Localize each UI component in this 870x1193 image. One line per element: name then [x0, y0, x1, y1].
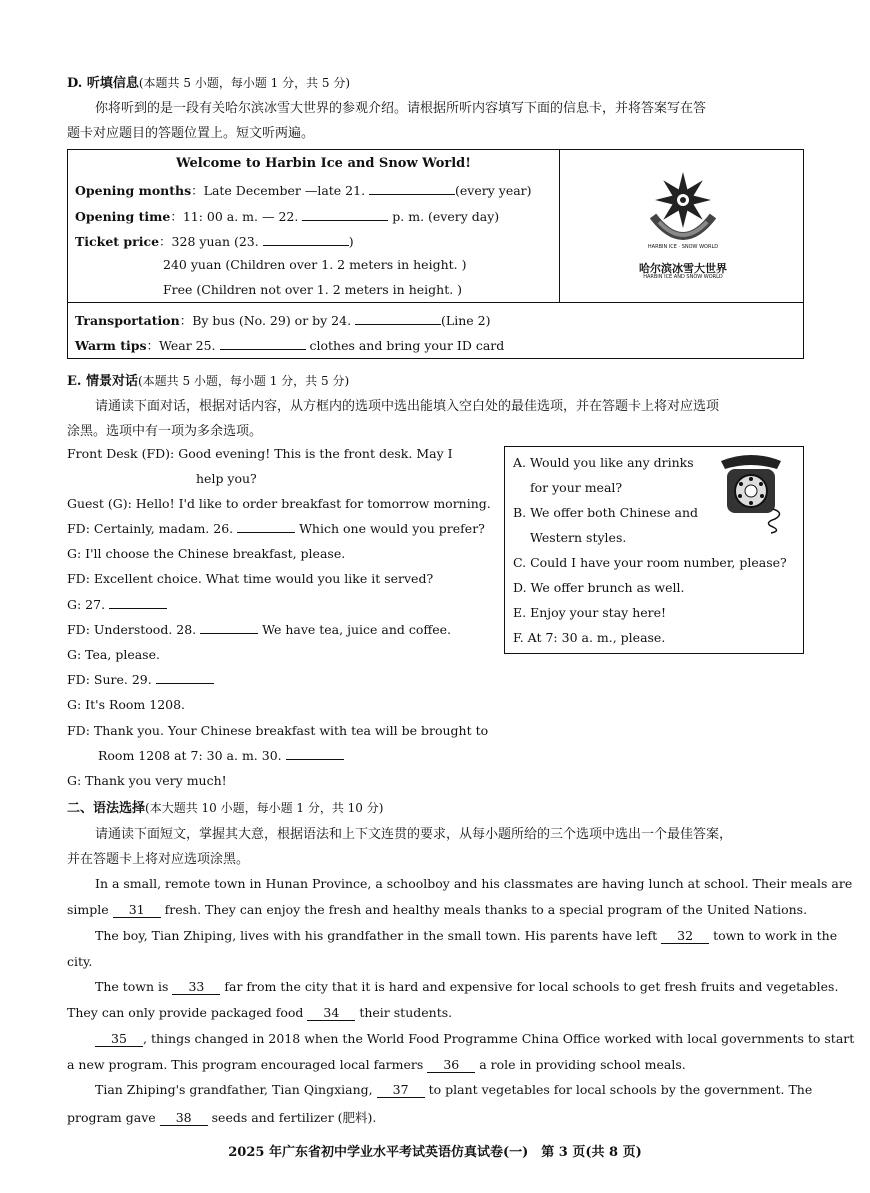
blank-31[interactable]: 31: [113, 903, 161, 918]
options-box: [504, 446, 804, 654]
blank-27[interactable]: [109, 597, 167, 609]
dialogue-line: FD: Certainly, madam. 26. Which one would you prefer?: [67, 521, 485, 536]
blank-26[interactable]: [237, 521, 295, 533]
blank-25[interactable]: [220, 338, 306, 350]
opening-months-row: Opening months：Late December —late 21. (every year): [75, 183, 532, 198]
telephone-icon: [715, 451, 787, 535]
blank-32[interactable]: 32: [661, 929, 709, 944]
section-d-heading: D. 听填信息(本题共 5 小题，每小题 1 分，共 5 分): [67, 76, 351, 91]
warm-tips-row: Warm tips：Wear 25. clothes and bring your ID card: [75, 338, 505, 353]
blank-28[interactable]: [200, 622, 258, 634]
snowflake-logo-icon: [623, 168, 743, 268]
blank-36[interactable]: 36: [427, 1058, 475, 1073]
option-e: E. Enjoy your stay here!: [513, 605, 667, 620]
dialogue-line: G: Tea, please.: [67, 647, 160, 662]
ticket-price-free: Free (Children not over 1. 2 meters in height. ): [163, 282, 463, 297]
blank-24[interactable]: [355, 313, 441, 325]
section-d-instructions-line2: 题卡对应题目的答题位置上。短文听两遍。: [67, 126, 315, 141]
dialogue-line: G: Thank you very much!: [67, 773, 227, 788]
card-title: Welcome to Harbin Ice and Snow World!: [176, 156, 471, 171]
info-card: [67, 149, 804, 359]
option-d: D. We offer brunch as well.: [513, 580, 685, 595]
dialogue-line: Front Desk (FD): Good evening! This is the front desk. May I: [67, 446, 453, 461]
passage-line: simple 31 fresh. They can enjoy the fresh and healthy meals thanks to a special program of the United Nations.: [67, 902, 808, 917]
section-ii-instructions-line1: 请通读下面短文，掌握其大意，根据语法和上下文连贯的要求，从每小题所给的三个选项中选出一个最佳答案，: [95, 827, 733, 842]
passage-line: a new program. This program encouraged local farmers 36 a role in providing school meals.: [67, 1057, 686, 1072]
dialogue-line: Guest (G): Hello! I'd like to order breakfast for tomorrow morning.: [67, 496, 491, 511]
passage-line: The town is 33 far from the city that it is hard and expensive for local schools to get fresh fruits and vegetables.: [95, 979, 839, 994]
blank-38[interactable]: 38: [160, 1111, 208, 1126]
section-e-instructions-line2: 涂黑。选项中有一项为多余选项。: [67, 424, 263, 439]
dialogue-line: FD: Understood. 28. We have tea, juice and coffee.: [67, 622, 452, 637]
dialogue-line: G: 27.: [67, 597, 167, 612]
option-a: A. Would you like any drinks: [513, 455, 694, 470]
section-d-instructions-line1: 你将听到的是一段有关哈尔滨冰雪大世界的参观介绍。请根据所听内容填写下面的信息卡，并将答案写在答: [95, 101, 707, 116]
option-c: C. Could I have your room number, please?: [513, 555, 787, 570]
blank-30[interactable]: [286, 748, 344, 760]
dialogue-line: help you?: [196, 471, 257, 486]
section-ii-instructions-line2: 并在答题卡上将对应选项涂黑。: [67, 852, 250, 867]
blank-33[interactable]: 33: [172, 980, 220, 995]
blank-29[interactable]: [156, 672, 214, 684]
ticket-price-row: Ticket price：328 yuan (23. ): [75, 234, 354, 249]
blank-35[interactable]: 35: [95, 1032, 143, 1047]
option-f: F. At 7: 30 a. m., please.: [513, 630, 666, 645]
logo-arc-text: HARBIN ICE · SNOW WORLD: [647, 244, 719, 250]
section-e-heading: E. 情景对话(本题共 5 小题，每小题 1 分，共 5 分): [67, 374, 350, 389]
option-a-cont: for your meal?: [530, 480, 623, 495]
passage-line: program gave 38 seeds and fertilizer (肥料).: [67, 1110, 377, 1125]
harbin-ice-snow-world-logo: [623, 168, 743, 288]
page-footer: 2025 年广东省初中学业水平考试英语仿真试卷(一) 第 3 页(共 8 页): [228, 1145, 642, 1160]
section-ii-heading: 二、语法选择(本大题共 10 小题，每小题 1 分，共 10 分): [67, 801, 384, 816]
dialogue-line: FD: Excellent choice. What time would you like it served?: [67, 571, 434, 586]
blank-34[interactable]: 34: [307, 1006, 355, 1021]
blank-21[interactable]: [369, 183, 455, 195]
section-e-instructions-line1: 请通读下面对话，根据对话内容，从方框内的选项中选出能填入空白处的最佳选项，并在答题卡上将对应选项: [95, 399, 720, 414]
option-b: B. We offer both Chinese and: [513, 505, 699, 520]
option-b-cont: Western styles.: [530, 530, 627, 545]
passage-line: city.: [67, 954, 93, 969]
ticket-price-children: 240 yuan (Children over 1. 2 meters in height. ): [163, 257, 467, 272]
passage-line: The boy, Tian Zhiping, lives with his grandfather in the small town. His parents have left 32 town to work in the: [95, 928, 838, 943]
blank-37[interactable]: 37: [377, 1083, 425, 1098]
dialogue-line: Room 1208 at 7: 30 a. m. 30.: [98, 748, 344, 763]
logo-sub-text: HARBIN ICE AND SNOW WORLD: [643, 274, 723, 280]
dialogue-line: FD: Thank you. Your Chinese breakfast with tea will be brought to: [67, 723, 489, 738]
dialogue-line: G: It's Room 1208.: [67, 697, 186, 712]
blank-22[interactable]: [302, 209, 388, 221]
logo-chinese-name: 哈尔滨冰雪大世界: [639, 262, 727, 275]
dialogue-line: G: I'll choose the Chinese breakfast, please.: [67, 546, 346, 561]
passage-line: They can only provide packaged food 34 their students.: [67, 1005, 453, 1020]
passage-line: Tian Zhiping's grandfather, Tian Qingxiang, 37 to plant vegetables for local schools by the government. The: [95, 1082, 813, 1097]
blank-23[interactable]: [263, 234, 349, 246]
transportation-row: Transportation：By bus (No. 29) or by 24. (Line 2): [75, 313, 491, 328]
opening-time-row: Opening time：11: 00 a. m. — 22. p. m. (every day): [75, 209, 500, 224]
passage-line: 35 , things changed in 2018 when the World Food Programme China Office worked with local governments to start: [95, 1031, 854, 1047]
dialogue-line: FD: Sure. 29.: [67, 672, 214, 687]
passage-line: In a small, remote town in Hunan Province, a schoolboy and his classmates are having lunch at school. Their meals are: [95, 876, 853, 891]
